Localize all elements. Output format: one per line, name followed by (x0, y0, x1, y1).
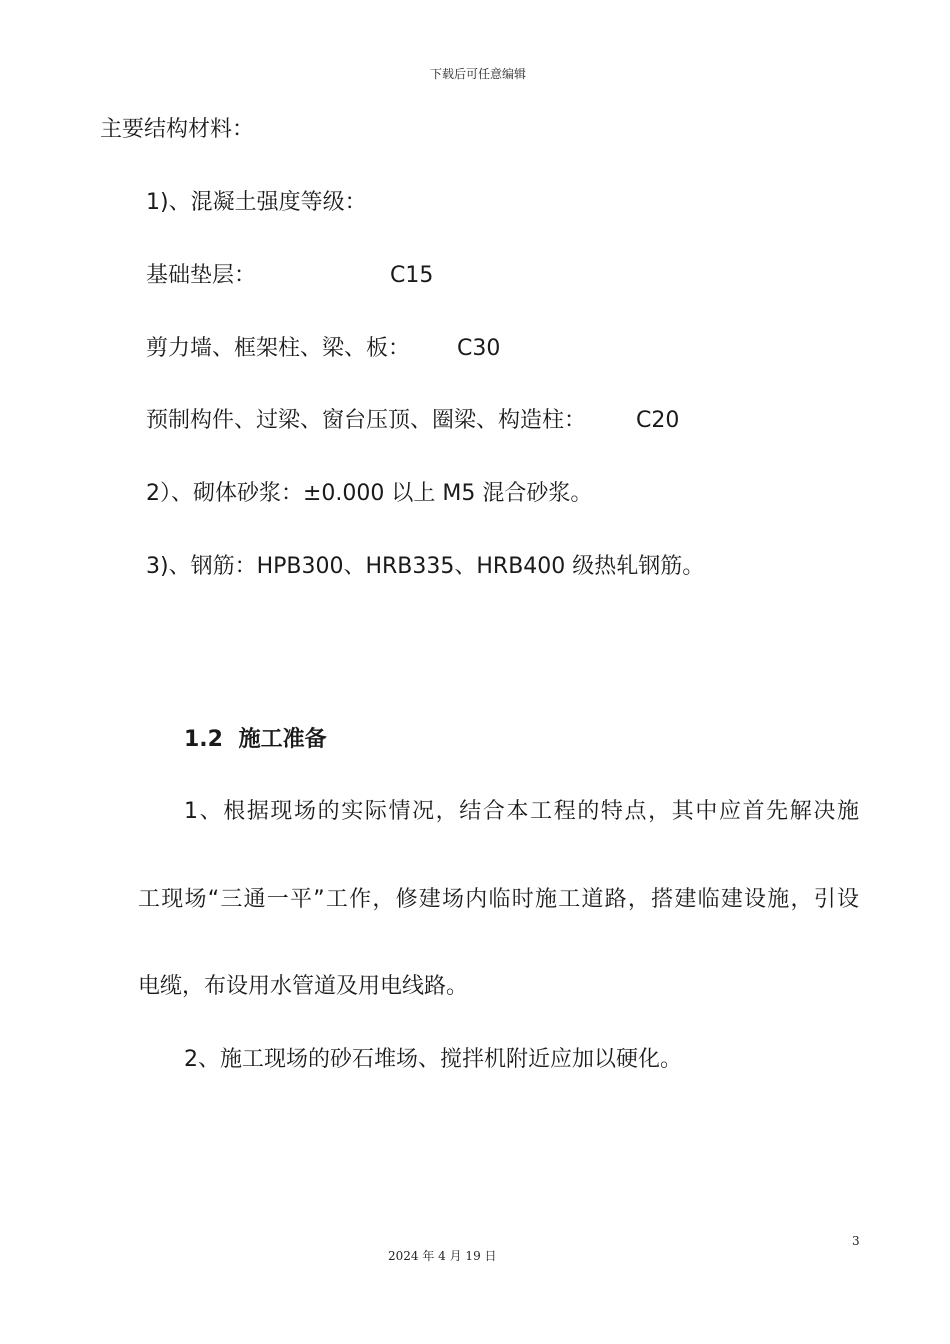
paragraph-1-line-3: 电缆，布设用水管道及用电线路。 (138, 974, 469, 999)
rebar-line: 3)、钢筋：HPB300、HRB335、HRB400 级热轧钢筋。 (146, 554, 705, 579)
materials-title: 主要结构材料： (100, 117, 255, 142)
section-title: 施工准备 (238, 727, 327, 752)
section-number: 1.2 (184, 727, 223, 752)
section-heading (184, 726, 327, 754)
concrete-row-label: 预制构件、过梁、窗台压顶、圈梁、构造柱： (146, 408, 587, 433)
page-number: 3 (852, 1234, 860, 1248)
paragraph-2: 2、施工现场的砂石堆场、搅拌机附近应加以硬化。 (184, 1047, 682, 1072)
concrete-heading: 1)、混凝土强度等级： (146, 190, 367, 215)
footer-date: 2024 年 4 月 19 日 (388, 1249, 497, 1263)
concrete-row-label: 剪力墙、框架柱、梁、板： (146, 336, 411, 361)
mortar-line: 2）、砌体砂浆：±0.000 以上 M5 混合砂浆。 (146, 481, 593, 506)
paragraph-1-line-2: 工现场“三通一平”工作，修建场内临时施工道路，搭建临建设施，引设 (138, 887, 859, 912)
concrete-row-value: C15 (390, 263, 434, 288)
concrete-row-value: C20 (636, 408, 680, 433)
header-note: 下载后可任意编辑 (430, 67, 527, 81)
concrete-row-label: 基础垫层： (146, 263, 257, 288)
concrete-row-value: C30 (457, 336, 501, 361)
paragraph-1-line-1: 1、根据现场的实际情况，结合本工程的特点，其中应首先解决施 (184, 799, 859, 824)
